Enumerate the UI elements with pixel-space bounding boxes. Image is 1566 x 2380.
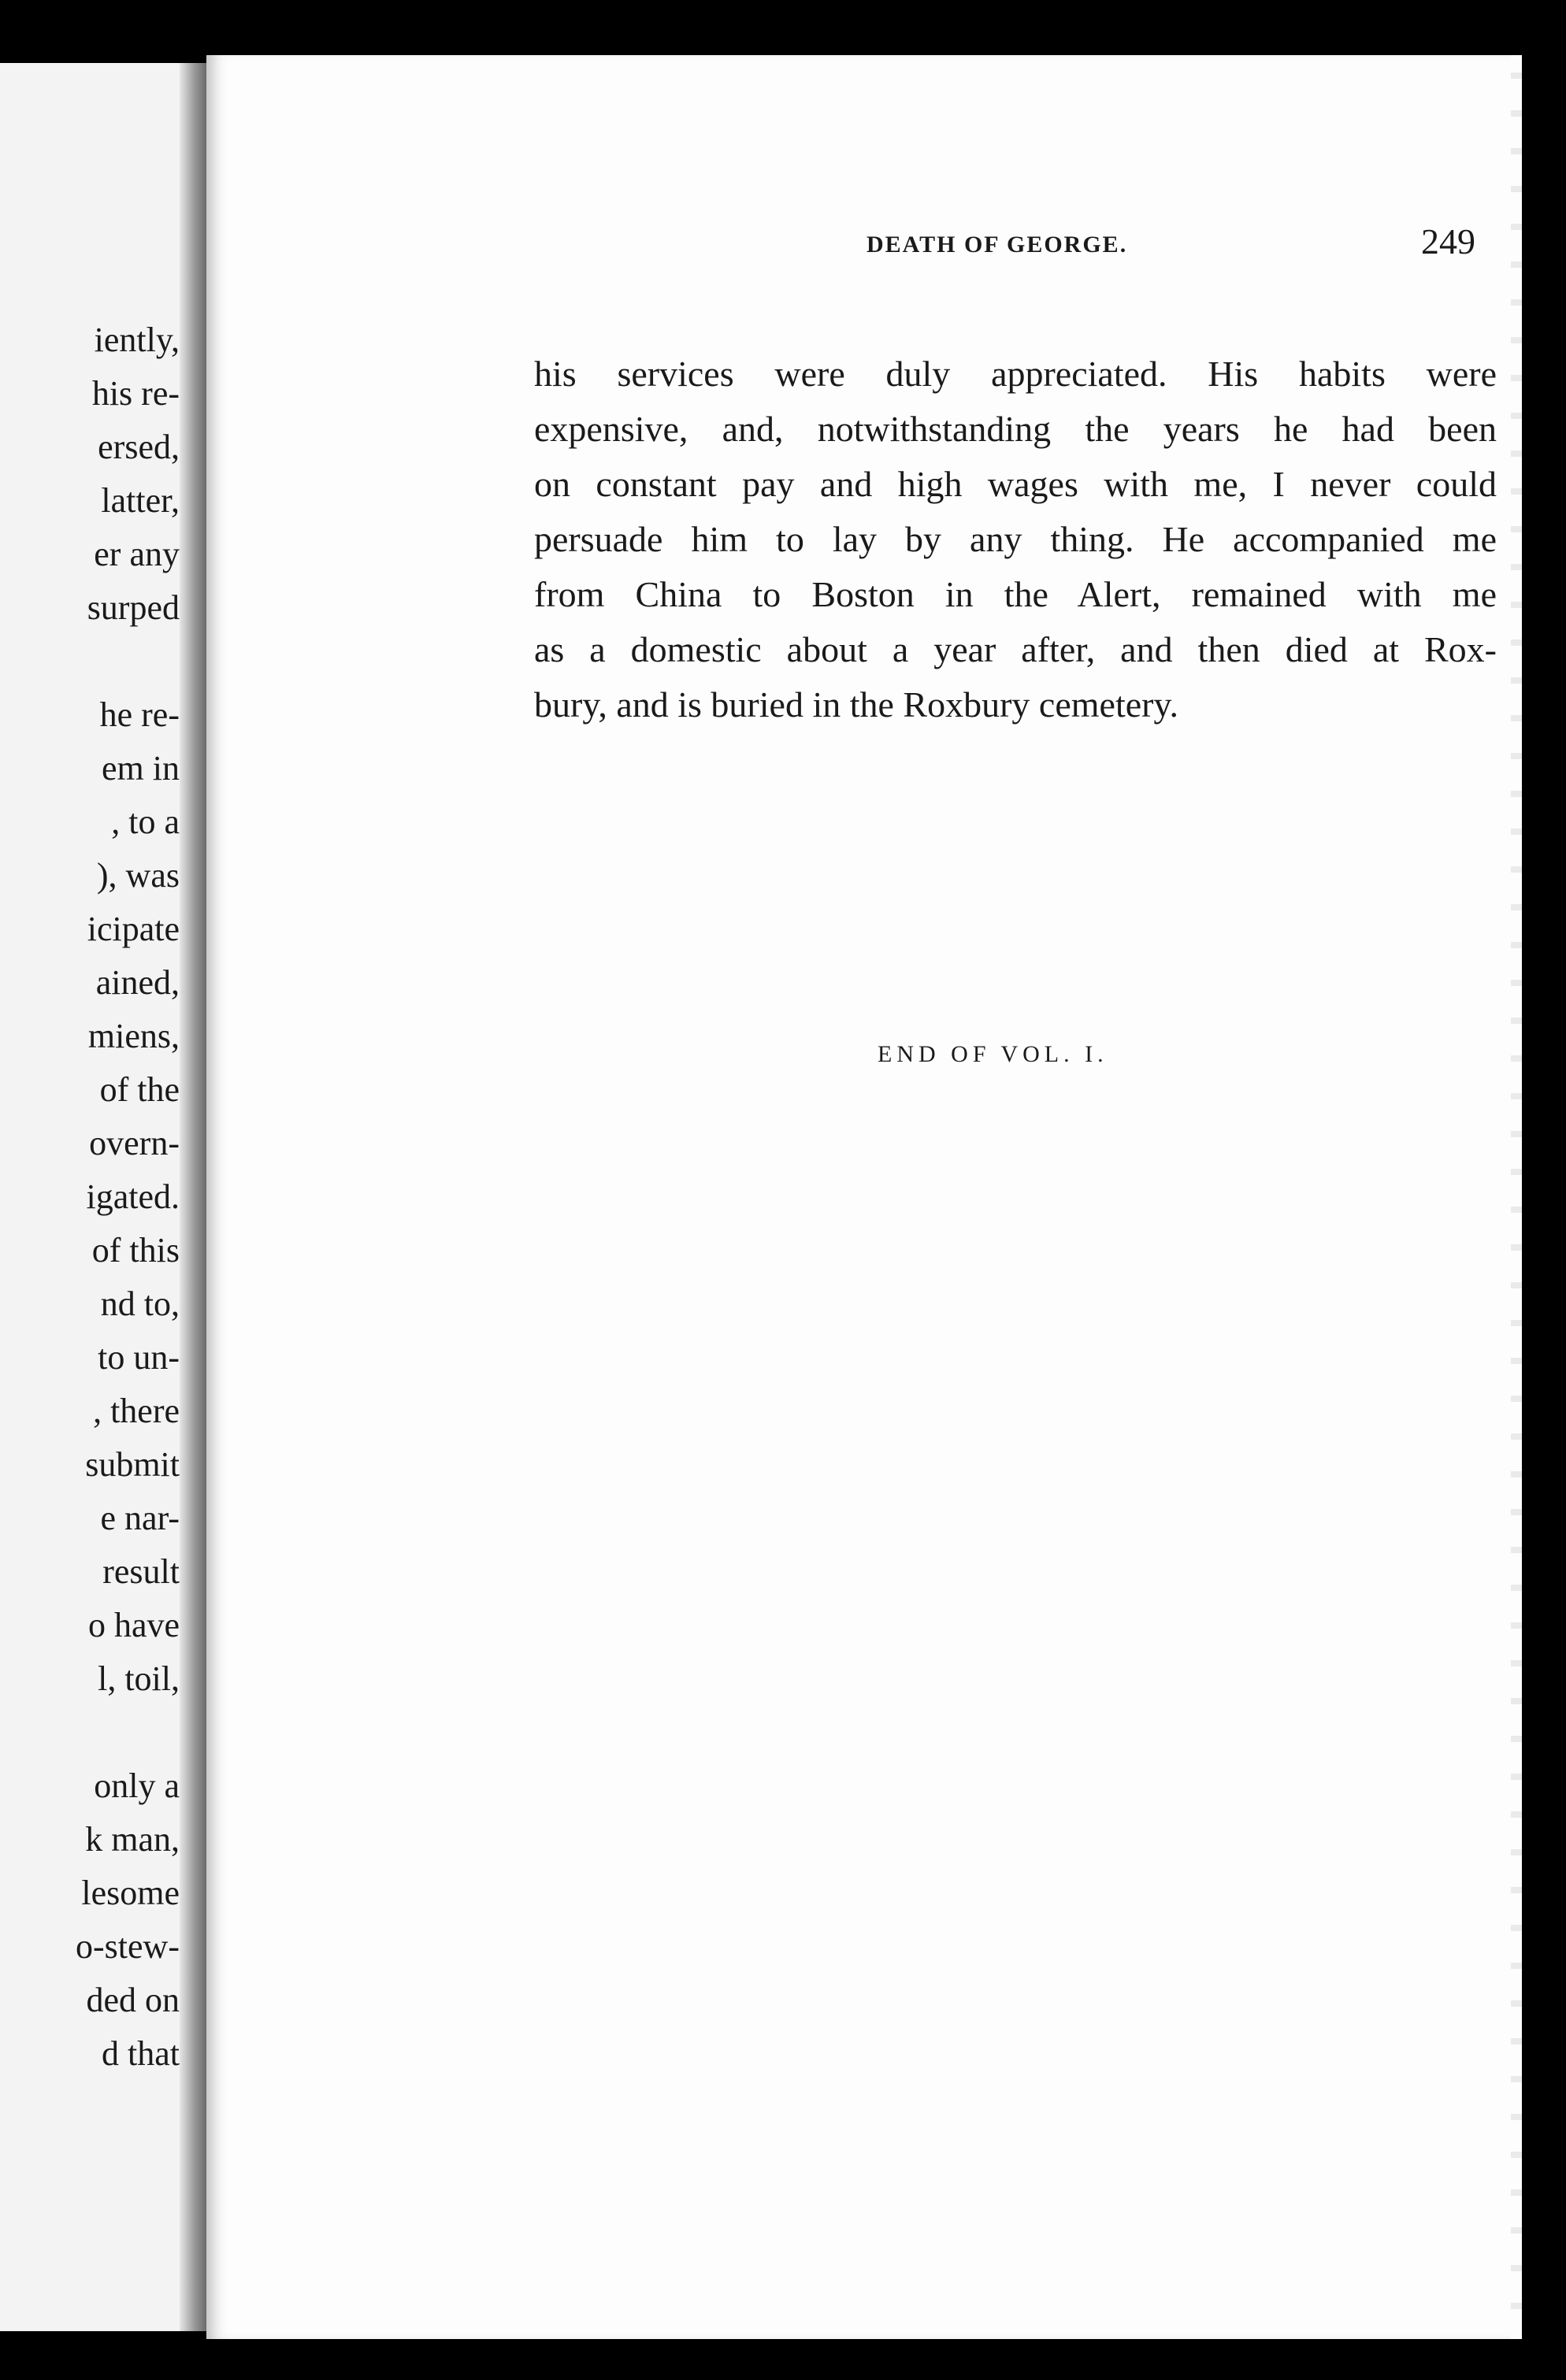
left-page-line: igated.	[86, 1177, 180, 1216]
left-page-line: , there	[93, 1392, 180, 1430]
left-page-line: of the	[99, 1070, 180, 1109]
left-page-line: lesome	[81, 1874, 180, 1912]
left-page-line: o have	[87, 1606, 180, 1644]
left-page-line: surped	[87, 588, 180, 627]
left-page-line: of this	[91, 1231, 180, 1270]
left-page-line: result	[102, 1552, 180, 1591]
left-page-paragraph-gap	[0, 1706, 180, 1759]
left-page-line: he re-	[99, 695, 180, 734]
left-page-line: only a	[94, 1766, 180, 1805]
gutter-shadow	[180, 63, 206, 2331]
body-line: as a domestic about a year after, and then died at Rox-	[534, 629, 1497, 669]
left-page-line: his re-	[91, 374, 180, 413]
deckle-edge	[1511, 55, 1522, 2339]
left-page-line: miens,	[87, 1017, 180, 1055]
left-page-line: e nar-	[100, 1499, 180, 1537]
left-page-line: ded on	[86, 1981, 180, 2019]
left-page-line: to un-	[98, 1338, 180, 1377]
body-line: on constant pay and high wages with me, I never could	[534, 464, 1497, 504]
left-page-line: d that	[102, 2034, 180, 2073]
right-page	[206, 55, 1514, 2339]
body-line: his services were duly appreciated. His habits were	[534, 354, 1497, 394]
left-page-line: iently,	[94, 321, 180, 359]
left-page-line: k man,	[85, 1820, 180, 1859]
body-line: persuade him to lay by any thing. He accompanied me	[534, 519, 1497, 559]
body-line: from China to Boston in the Alert, remained with me	[534, 574, 1497, 614]
left-page-line: icipate	[87, 910, 180, 948]
left-page-line: ersed,	[98, 428, 180, 466]
left-page-line: o-stew-	[76, 1927, 180, 1966]
left-page-line: er any	[94, 535, 180, 573]
left-page-paragraph-gap	[0, 635, 180, 688]
left-page-line: submit	[85, 1445, 180, 1484]
page-number: 249	[1421, 221, 1475, 261]
left-page-line: latter,	[101, 481, 180, 520]
left-page-text	[0, 313, 180, 2081]
left-page-line: nd to,	[100, 1285, 180, 1323]
body-line: expensive, and, notwithstanding the years he had been	[534, 409, 1497, 449]
end-of-volume-note: END OF VOL. I.	[878, 1041, 1108, 1067]
running-title: DEATH OF GEORGE.	[866, 232, 1128, 258]
left-page-line: overn-	[89, 1124, 180, 1162]
left-facing-page	[0, 63, 206, 2331]
left-page-line: em in	[102, 749, 180, 788]
body-paragraph	[534, 347, 1497, 732]
left-page-line: , to a	[111, 803, 180, 841]
left-page-line: l, toil,	[98, 1659, 180, 1698]
body-line: bury, and is buried in the Roxbury cemetery.	[534, 684, 1178, 725]
left-page-line: ained,	[95, 963, 180, 1002]
left-page-line: ), was	[96, 856, 180, 895]
